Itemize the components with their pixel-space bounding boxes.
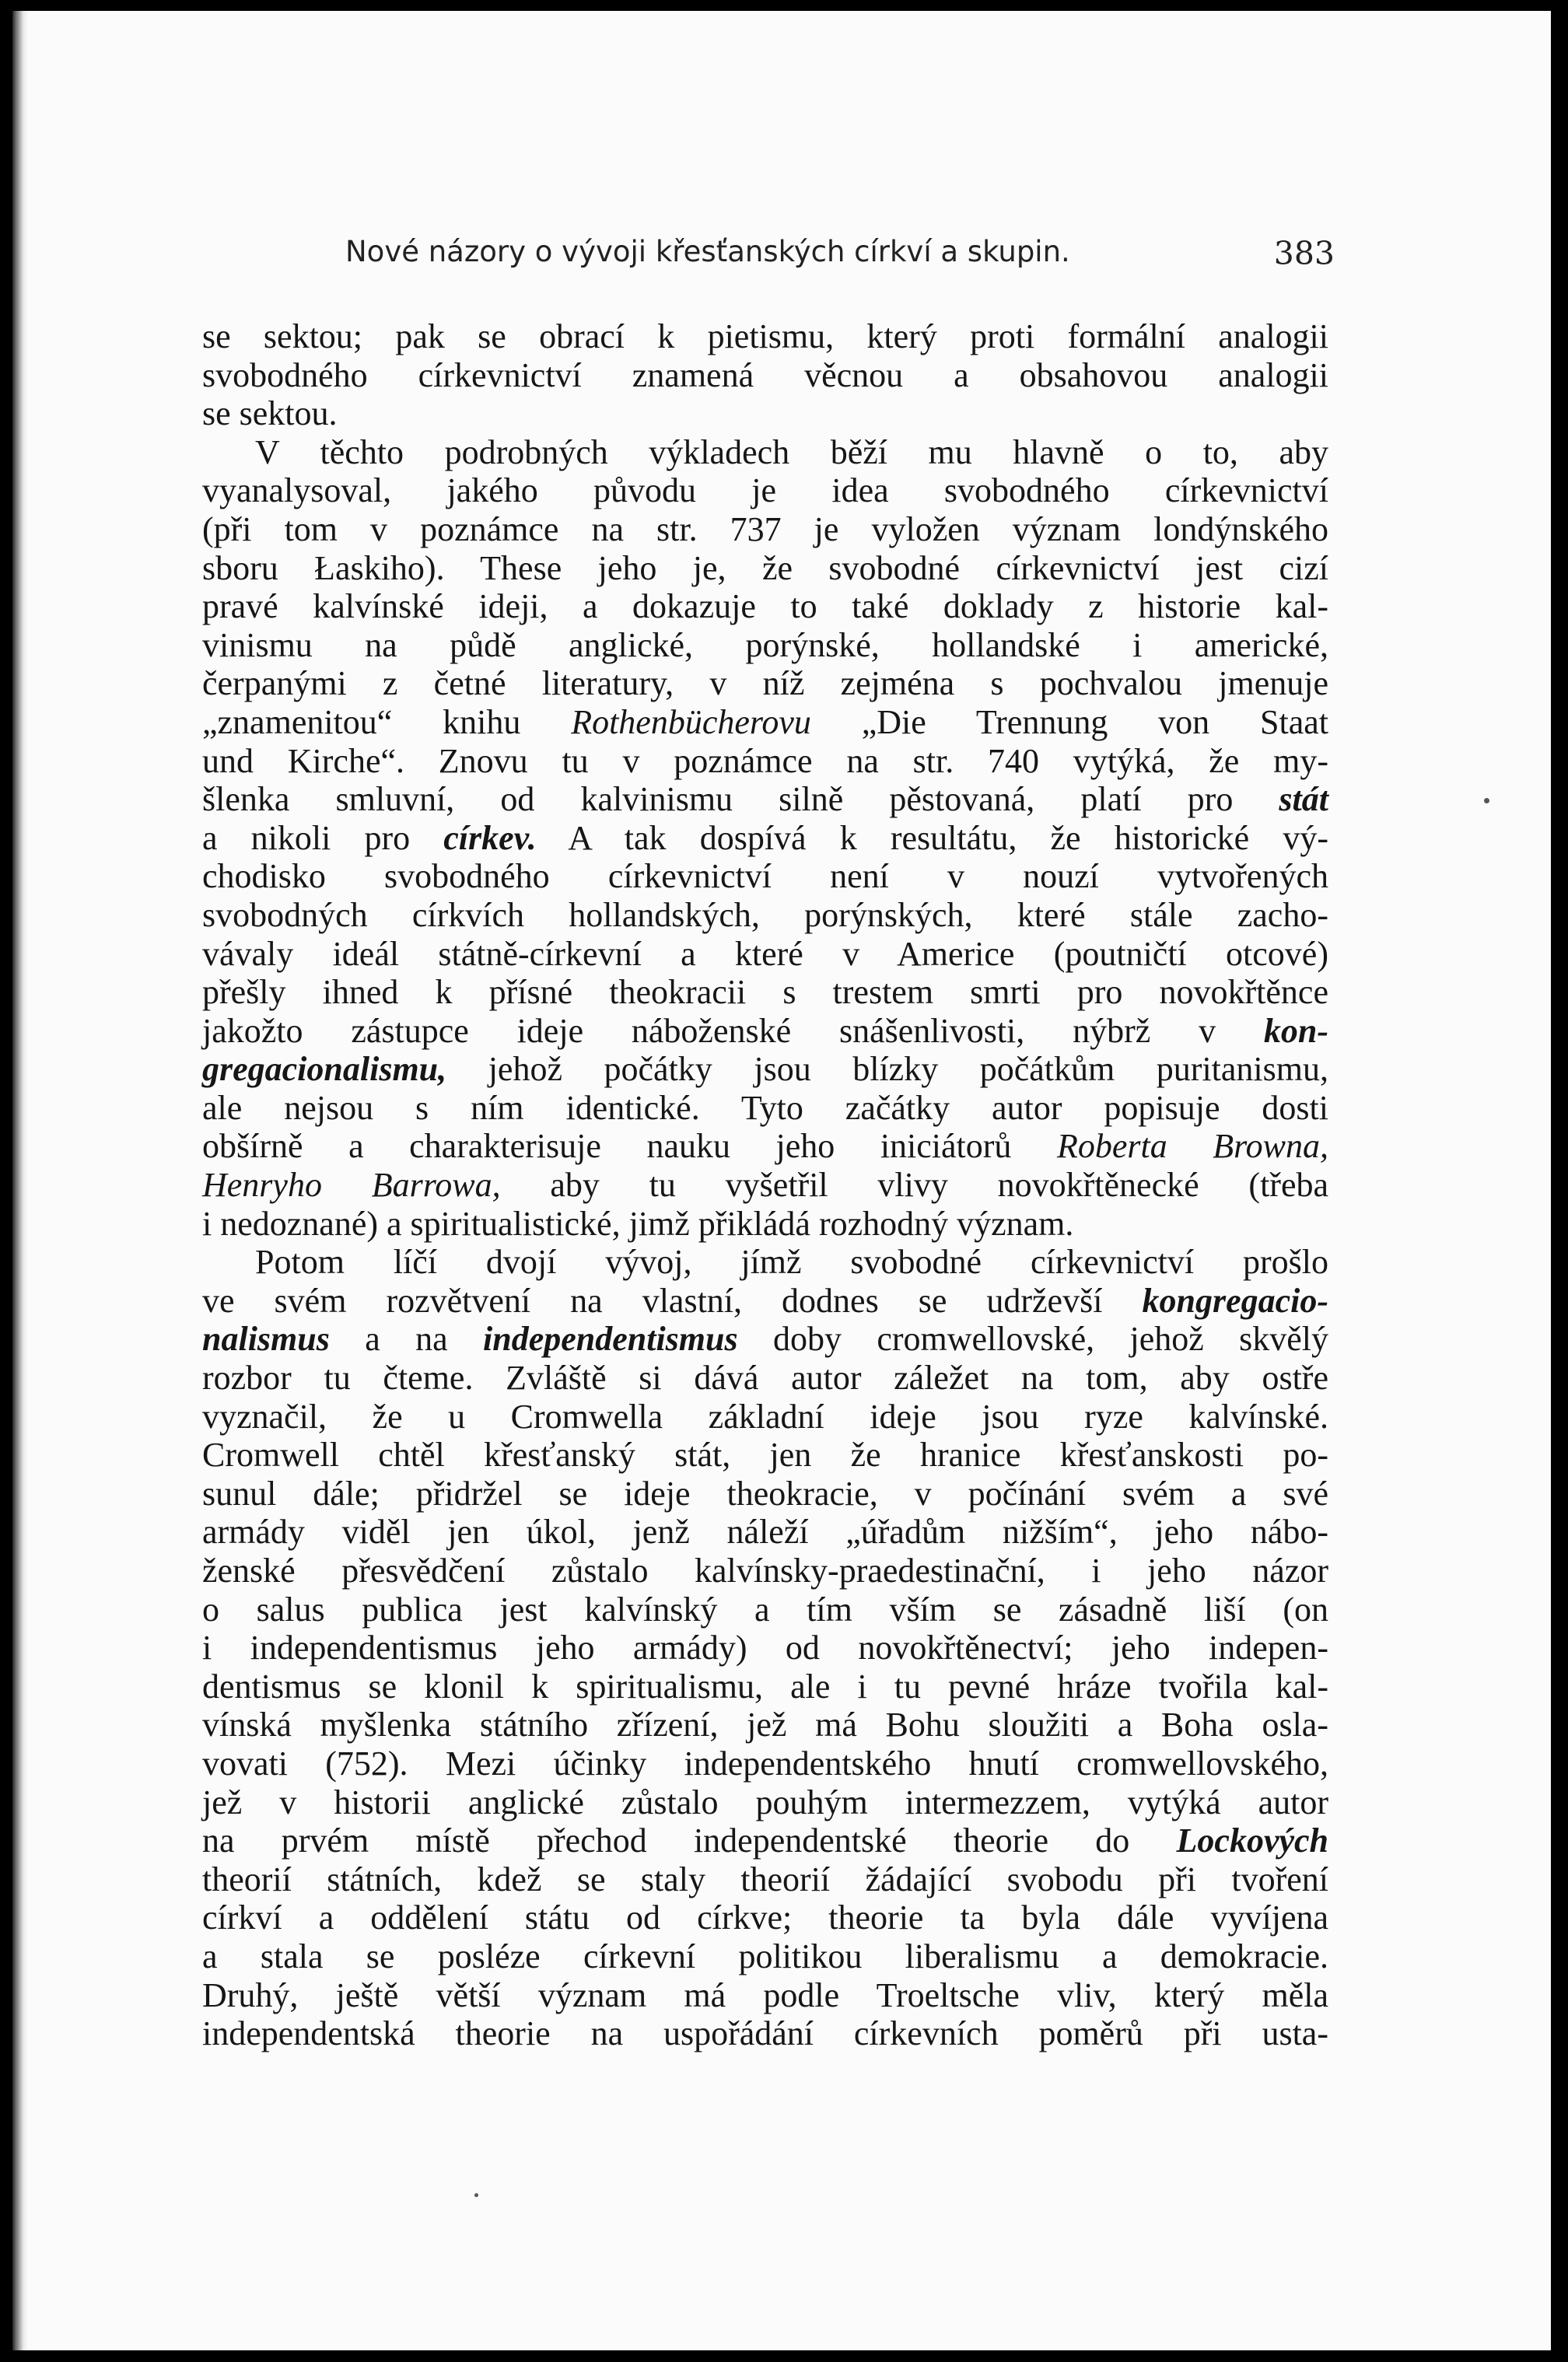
text-segment: Cromwell chtěl křesťanský stát, jen že hranice křesťanskosti po-: [202, 1436, 1328, 1475]
body-text: [202, 317, 1328, 2053]
text-segment: ale nejsou s ním identické. Tyto začátky autor popisuje dosti: [202, 1088, 1328, 1127]
emphasized-text: Henryho Barrowa,: [202, 1166, 501, 1205]
text-line: [202, 1976, 1328, 2015]
page-number: 383: [1273, 235, 1335, 272]
running-header: [345, 235, 1335, 282]
text-line: [202, 1821, 1328, 1860]
text-line: [202, 1744, 1328, 1783]
emphasized-text: Rothenbücherovu: [571, 702, 811, 741]
text-segment: vávaly ideál státně-církevní a které v Americe (poutničtí otcové): [202, 934, 1328, 973]
text-segment: jakožto zástupce ideje náboženské snášenlivosti, nýbrž v: [202, 1011, 1264, 1050]
text-line: [202, 317, 1328, 356]
text-segment: vyznačil, že u Cromwella základní ideje jsou ryze kalvínské.: [202, 1397, 1328, 1436]
text-line: [202, 1127, 1328, 1166]
speck-mark: [474, 2193, 478, 2197]
text-line: [202, 1783, 1328, 1822]
text-line: [202, 1359, 1328, 1398]
page-binding-edge: [12, 11, 28, 2350]
text-segment: i independentismus jeho armády) od novokřtěnectví; jeho indepen-: [202, 1629, 1328, 1667]
text-segment: pravé kalvínské ideji, a dokazuje to také doklady z historie kal-: [202, 587, 1328, 626]
text-segment: a nikoli pro: [202, 818, 444, 857]
text-line: [202, 819, 1328, 858]
text-segment: a na: [329, 1320, 483, 1359]
text-line: [202, 510, 1328, 549]
text-line: [202, 973, 1328, 1012]
text-line: [202, 356, 1328, 395]
text-line: [202, 1590, 1328, 1629]
emphasized-text: kon-: [1263, 1011, 1328, 1050]
text-line: [202, 1398, 1328, 1436]
text-segment: obšírně a charakterisuje nauku jeho iniciátorů: [202, 1127, 1057, 1166]
text-segment: vínská myšlenka státního zřízení, jež má Bohu sloužiti a Boha osla-: [202, 1706, 1328, 1744]
emphasized-text: stát: [1279, 780, 1328, 819]
text-segment: čerpanými z četné literatury, v níž zejména s pochvalou jmenuje: [202, 664, 1328, 703]
text-segment: ženské přesvědčení zůstalo kalvínsky-praedestinační, i jeho názor: [202, 1552, 1328, 1590]
text-segment: theorií státních, kdež se staly theorií žádající svobodu při tvoření: [202, 1860, 1328, 1898]
text-line: [202, 1012, 1328, 1051]
text-line: [202, 549, 1328, 588]
text-line: [202, 471, 1328, 510]
text-segment: i nedoznané) a spiritualistické, jimž přikládá rozhodný význam.: [202, 1204, 1074, 1243]
text-line: [202, 1860, 1328, 1899]
text-segment: vovati (752). Mezi účinky independentského hnutí cromwellovského,: [202, 1744, 1328, 1783]
text-line: [202, 1089, 1328, 1128]
text-line: [202, 1513, 1328, 1552]
emphasized-text: kongregacio-: [1142, 1281, 1328, 1320]
text-line: [202, 394, 1328, 433]
text-line: [202, 780, 1328, 819]
text-segment: přešly ihned k přísné theokracii s trestem smrti pro novokřtěnce: [202, 973, 1328, 1012]
text-segment: independentská theorie na uspořádání církevních poměrů při usta-: [202, 2014, 1328, 2053]
text-line: [202, 1205, 1328, 1244]
text-line: [202, 1320, 1328, 1359]
text-segment: V těchto podrobných výkladech běží mu hlavně o to, aby: [255, 432, 1328, 471]
text-segment: ve svém rozvětvení na vlastní, dodnes se udrževší: [202, 1281, 1143, 1320]
text-line: [202, 1552, 1328, 1590]
text-line: [202, 1282, 1328, 1321]
text-segment: se sektou; pak se obrací k pietismu, který proti formální analogii: [202, 317, 1328, 355]
text-segment: se sektou.: [202, 394, 338, 433]
emphasized-text: Roberta Browna,: [1056, 1127, 1328, 1166]
text-segment: sunul dále; přidržel se ideje theokracie, v počínání svém a své: [202, 1474, 1328, 1513]
text-segment: dentismus se klonil k spiritualismu, ale i tu pevné hráze tvořila kal-: [202, 1667, 1328, 1706]
text-segment: und Kirche“. Znovu tu v poznámce na str. 740 vytýká, že my-: [202, 741, 1328, 780]
text-segment: „znamenitou“ knihu: [202, 702, 572, 741]
text-line: [202, 626, 1328, 665]
emphasized-text: Lockových: [1176, 1821, 1328, 1860]
text-segment: jehož počátky jsou blízky počátkům puritanismu,: [446, 1050, 1328, 1089]
emphasized-text: gregacionalismu,: [202, 1050, 447, 1089]
text-line: [202, 935, 1328, 974]
text-line: [202, 1243, 1328, 1282]
text-line: [202, 742, 1328, 781]
emphasized-text: církev.: [443, 818, 537, 857]
text-line: [202, 664, 1328, 703]
text-segment: Potom líčí dvojí vývoj, jímž svobodné církevnictví prošlo: [255, 1243, 1328, 1282]
text-line: [202, 857, 1328, 896]
text-segment: církví a oddělení státu od církve; theorie ta byla dále vyvíjena: [202, 1898, 1328, 1937]
text-line: [202, 587, 1328, 626]
text-line: [202, 1898, 1328, 1937]
text-segment: Druhý, ještě větší význam má podle Troeltsche vliv, který měla: [202, 1975, 1328, 2014]
book-page: [12, 11, 1551, 2350]
emphasized-text: independentismus: [483, 1320, 738, 1359]
text-segment: rozbor tu čteme. Zvláště si dává autor záležet na tom, aby ostře: [202, 1359, 1328, 1398]
text-segment: vyanalysoval, jakého původu je idea svobodného církevnictví: [202, 471, 1328, 510]
text-segment: (při tom v poznámce na str. 737 je vyložen význam londýnského: [202, 509, 1328, 548]
text-line: [202, 1475, 1328, 1513]
text-segment: vinismu na půdě anglické, porýnské, hollandské i americké,: [202, 625, 1328, 664]
text-segment: jež v historii anglické zůstalo pouhým intermezzem, vytýká autor: [202, 1783, 1328, 1821]
text-line: [202, 1667, 1328, 1706]
text-line: [202, 1629, 1328, 1667]
text-segment: armády viděl jen úkol, jenž náleží „úřadům nižším“, jeho nábo-: [202, 1513, 1328, 1552]
text-segment: doby cromwellovské, jehož skvělý: [737, 1320, 1328, 1359]
text-segment: o salus publica jest kalvínský a tím vším se zásadně liší (on: [202, 1590, 1328, 1629]
text-segment: „Die Trennung von Staat: [810, 702, 1328, 741]
text-line: [202, 433, 1328, 472]
running-title: Nové názory o vývoji křesťanských církví a skupin.: [345, 235, 1070, 268]
text-line: [202, 1937, 1328, 1976]
text-segment: na prvém místě přechod independentské theorie do: [202, 1821, 1177, 1860]
text-line: [202, 703, 1328, 742]
text-segment: sboru Łaskiho). These jeho je, že svobodné církevnictví jest cizí: [202, 548, 1328, 587]
emphasized-text: nalismus: [202, 1320, 330, 1359]
text-line: [202, 2014, 1328, 2053]
text-segment: A tak dospívá k resultátu, že historické vý-: [536, 818, 1328, 857]
speck-mark: [1484, 798, 1489, 803]
text-segment: aby tu vyšetřil vlivy novokřtěnecké (třeba: [500, 1166, 1329, 1205]
text-segment: šlenka smluvní, od kalvinismu silně pěstovaná, platí pro: [202, 780, 1279, 819]
text-segment: svobodných církvích hollandských, porýnských, které stále zacho-: [202, 895, 1328, 934]
text-segment: a stala se posléze církevní politikou liberalismu a demokracie.: [202, 1937, 1328, 1975]
text-segment: chodisko svobodného církevnictví není v nouzí vytvořených: [202, 857, 1328, 896]
text-line: [202, 896, 1328, 935]
text-line: [202, 1050, 1328, 1089]
text-segment: svobodného církevnictví znamená věcnou a obsahovou analogii: [202, 355, 1328, 394]
text-line: [202, 1436, 1328, 1475]
text-line: [202, 1706, 1328, 1744]
text-line: [202, 1166, 1328, 1205]
